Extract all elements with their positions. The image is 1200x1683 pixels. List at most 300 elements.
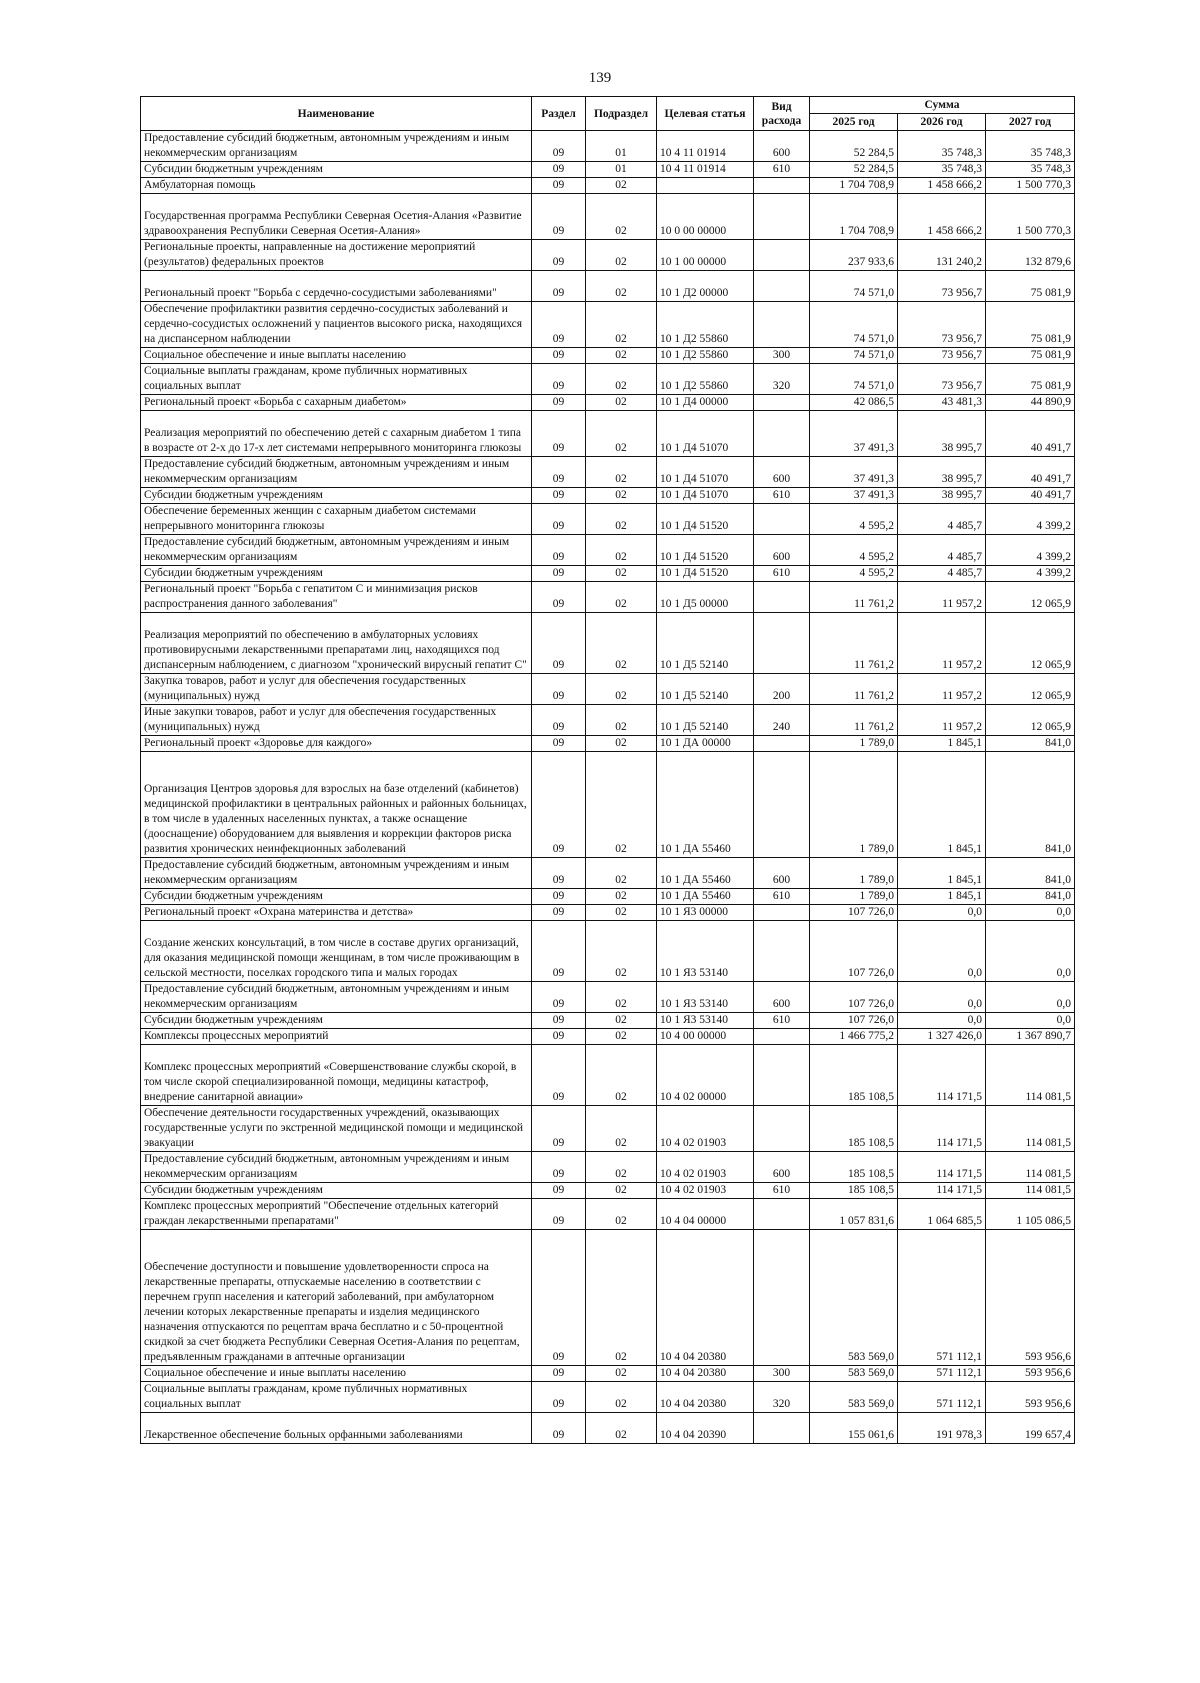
header-year-2027: 2027 год xyxy=(986,114,1075,131)
row-vid-cell: 300 xyxy=(754,1366,810,1382)
row-sum-2027-cell: 4 399,2 xyxy=(986,504,1075,535)
row-podrazdel-cell: 02 xyxy=(586,1230,657,1366)
row-sum-2025-cell: 11 761,2 xyxy=(810,582,898,613)
row-sum-2027-cell: 1 105 086,5 xyxy=(986,1199,1075,1230)
table-row xyxy=(141,457,1075,488)
row-sum-2026-cell: 73 956,7 xyxy=(898,364,986,395)
row-razdel-cell: 09 xyxy=(532,582,586,613)
row-sum-2027-cell: 40 491,7 xyxy=(986,411,1075,457)
row-vid-cell: 320 xyxy=(754,364,810,395)
row-podrazdel-cell: 02 xyxy=(586,395,657,411)
row-sum-2027-cell: 44 890,9 xyxy=(986,395,1075,411)
row-celevaya-cell: 10 1 Я3 53140 xyxy=(657,982,754,1013)
row-name-cell: Лекарственное обеспечение больных орфанными заболеваниями xyxy=(141,1413,532,1444)
row-sum-2025-cell: 74 571,0 xyxy=(810,302,898,348)
row-name-cell: Организация Центров здоровья для взрослых на базе отделений (кабинетов) медицинской профилактики в центральных районных и районных больницах, в том числе в удаленных населенных пунктах, а также оснащение (дооснащение) оборудованием для выявления и коррекции факторов риска развития хронических неинфекционных заболеваний xyxy=(141,752,532,858)
row-celevaya-cell: 10 4 04 00000 xyxy=(657,1199,754,1230)
row-razdel-cell: 09 xyxy=(532,131,586,162)
row-name-cell: Субсидии бюджетным учреждениям xyxy=(141,1013,532,1029)
row-sum-2027-cell: 0,0 xyxy=(986,905,1075,921)
row-name-cell: Предоставление субсидий бюджетным, автономным учреждениям и иным некоммерческим организациям xyxy=(141,858,532,889)
row-sum-2025-cell: 155 061,6 xyxy=(810,1413,898,1444)
row-sum-2025-cell: 11 761,2 xyxy=(810,674,898,705)
table-row xyxy=(141,162,1075,178)
row-razdel-cell: 09 xyxy=(532,982,586,1013)
row-vid-cell xyxy=(754,582,810,613)
row-razdel-cell: 09 xyxy=(532,178,586,194)
row-sum-2026-cell: 73 956,7 xyxy=(898,348,986,364)
row-vid-cell xyxy=(754,1199,810,1230)
row-celevaya-cell: 10 4 02 01903 xyxy=(657,1183,754,1199)
row-podrazdel-cell: 02 xyxy=(586,752,657,858)
row-name-cell: Обеспечение беременных женщин с сахарным диабетом системами непрерывного мониторинга глюкозы xyxy=(141,504,532,535)
table-row xyxy=(141,411,1075,457)
row-sum-2026-cell: 4 485,7 xyxy=(898,504,986,535)
table-row xyxy=(141,131,1075,162)
row-razdel-cell: 09 xyxy=(532,1366,586,1382)
table-row xyxy=(141,1183,1075,1199)
row-sum-2026-cell: 1 064 685,5 xyxy=(898,1199,986,1230)
row-sum-2026-cell: 38 995,7 xyxy=(898,488,986,504)
row-celevaya-cell: 10 1 Я3 53140 xyxy=(657,1013,754,1029)
row-sum-2025-cell: 1 704 708,9 xyxy=(810,178,898,194)
row-celevaya-cell: 10 4 04 20380 xyxy=(657,1382,754,1413)
row-celevaya-cell: 10 1 Д4 00000 xyxy=(657,395,754,411)
row-vid-cell xyxy=(754,395,810,411)
row-sum-2026-cell: 114 171,5 xyxy=(898,1152,986,1183)
row-sum-2026-cell: 571 112,1 xyxy=(898,1366,986,1382)
row-podrazdel-cell: 02 xyxy=(586,1045,657,1106)
row-vid-cell xyxy=(754,194,810,240)
row-podrazdel-cell: 02 xyxy=(586,240,657,271)
row-vid-cell: 600 xyxy=(754,982,810,1013)
row-sum-2025-cell: 37 491,3 xyxy=(810,488,898,504)
row-sum-2027-cell: 75 081,9 xyxy=(986,271,1075,302)
row-name-cell: Субсидии бюджетным учреждениям xyxy=(141,162,532,178)
row-sum-2025-cell: 185 108,5 xyxy=(810,1045,898,1106)
row-podrazdel-cell: 02 xyxy=(586,566,657,582)
row-sum-2027-cell: 841,0 xyxy=(986,858,1075,889)
row-razdel-cell: 09 xyxy=(532,1045,586,1106)
row-vid-cell xyxy=(754,271,810,302)
row-celevaya-cell: 10 0 00 00000 xyxy=(657,194,754,240)
row-name-cell: Предоставление субсидий бюджетным, автономным учреждениям и иным некоммерческим организациям xyxy=(141,457,532,488)
row-vid-cell: 200 xyxy=(754,674,810,705)
table-row xyxy=(141,271,1075,302)
row-razdel-cell: 09 xyxy=(532,736,586,752)
table-row xyxy=(141,1366,1075,1382)
table-row xyxy=(141,178,1075,194)
row-razdel-cell: 09 xyxy=(532,752,586,858)
row-podrazdel-cell: 02 xyxy=(586,705,657,736)
row-celevaya-cell: 10 1 ДА 00000 xyxy=(657,736,754,752)
row-name-cell: Субсидии бюджетным учреждениям xyxy=(141,889,532,905)
row-podrazdel-cell: 02 xyxy=(586,921,657,982)
page-number: 139 xyxy=(588,70,612,86)
row-podrazdel-cell: 02 xyxy=(586,582,657,613)
row-podrazdel-cell: 02 xyxy=(586,178,657,194)
row-name-cell: Субсидии бюджетным учреждениям xyxy=(141,488,532,504)
row-name-cell: Региональный проект "Борьба с гепатитом С и минимизация рисков распространения данного заболевания" xyxy=(141,582,532,613)
row-celevaya-cell: 10 1 Д2 00000 xyxy=(657,271,754,302)
row-vid-cell xyxy=(754,240,810,271)
row-sum-2025-cell: 107 726,0 xyxy=(810,982,898,1013)
row-sum-2026-cell: 73 956,7 xyxy=(898,302,986,348)
header-year-2026: 2026 год xyxy=(898,114,986,131)
header-summa: Сумма xyxy=(810,97,1075,114)
row-razdel-cell: 09 xyxy=(532,364,586,395)
row-razdel-cell: 09 xyxy=(532,411,586,457)
table-row xyxy=(141,752,1075,858)
row-podrazdel-cell: 02 xyxy=(586,1199,657,1230)
row-celevaya-cell: 10 1 ДА 55460 xyxy=(657,858,754,889)
row-podrazdel-cell: 02 xyxy=(586,1183,657,1199)
row-sum-2025-cell: 1 789,0 xyxy=(810,736,898,752)
row-celevaya-cell: 10 1 Д2 55860 xyxy=(657,348,754,364)
table-row xyxy=(141,1413,1075,1444)
table-row xyxy=(141,982,1075,1013)
row-sum-2025-cell: 107 726,0 xyxy=(810,1013,898,1029)
row-name-cell: Региональный проект «Охрана материнства и детства» xyxy=(141,905,532,921)
row-name-cell: Социальные выплаты гражданам, кроме публичных нормативных социальных выплат xyxy=(141,1382,532,1413)
row-sum-2026-cell: 0,0 xyxy=(898,982,986,1013)
row-podrazdel-cell: 01 xyxy=(586,162,657,178)
row-sum-2025-cell: 11 761,2 xyxy=(810,613,898,674)
row-razdel-cell: 09 xyxy=(532,1230,586,1366)
table-row xyxy=(141,1152,1075,1183)
row-celevaya-cell: 10 1 Д4 51070 xyxy=(657,457,754,488)
row-name-cell: Предоставление субсидий бюджетным, автономным учреждениям и иным некоммерческим организациям xyxy=(141,982,532,1013)
table-row xyxy=(141,504,1075,535)
row-name-cell: Обеспечение профилактики развития сердечно-сосудистых заболеваний и сердечно-сосудистых осложнений у пациентов высокого риска, находящихся на диспансерном наблюдении xyxy=(141,302,532,348)
row-celevaya-cell: 10 4 04 20380 xyxy=(657,1366,754,1382)
row-sum-2027-cell: 0,0 xyxy=(986,1013,1075,1029)
row-podrazdel-cell: 02 xyxy=(586,1013,657,1029)
row-celevaya-cell: 10 1 Д5 52140 xyxy=(657,613,754,674)
row-name-cell: Комплекс процессных мероприятий «Совершенствование службы скорой, в том числе скорой специализированной помощи, медицины катастроф, внедрение санитарной авиации» xyxy=(141,1045,532,1106)
row-sum-2026-cell: 4 485,7 xyxy=(898,566,986,582)
row-name-cell: Социальное обеспечение и иные выплаты населению xyxy=(141,1366,532,1382)
row-sum-2026-cell: 0,0 xyxy=(898,921,986,982)
row-celevaya-cell: 10 1 Я3 53140 xyxy=(657,921,754,982)
row-sum-2025-cell: 583 569,0 xyxy=(810,1382,898,1413)
row-sum-2026-cell: 4 485,7 xyxy=(898,535,986,566)
row-sum-2025-cell: 4 595,2 xyxy=(810,535,898,566)
row-sum-2027-cell: 114 081,5 xyxy=(986,1106,1075,1152)
row-name-cell: Обеспечение доступности и повышение удовлетворенности спроса на лекарственные препараты, отпускаемые населению в соответствии с перечнем групп населения и категорий заболеваний, при амбулаторном лечении которых лекарственные препараты и изделия медицинского назначения отпускаются по рецептам врача бесплатно и с 50-процентной скидкой за счет бюджета Республики Северная Осетия-Алания по рецептам, предъявленным гражданами в аптечные организации xyxy=(141,1230,532,1366)
table-row xyxy=(141,905,1075,921)
row-vid-cell: 600 xyxy=(754,457,810,488)
row-vid-cell: 610 xyxy=(754,488,810,504)
row-sum-2026-cell: 1 845,1 xyxy=(898,889,986,905)
row-sum-2025-cell: 1 789,0 xyxy=(810,752,898,858)
row-vid-cell xyxy=(754,411,810,457)
row-sum-2025-cell: 37 491,3 xyxy=(810,411,898,457)
row-razdel-cell: 09 xyxy=(532,240,586,271)
row-sum-2027-cell: 593 956,6 xyxy=(986,1366,1075,1382)
row-vid-cell xyxy=(754,921,810,982)
row-sum-2027-cell: 593 956,6 xyxy=(986,1382,1075,1413)
row-sum-2025-cell: 1 704 708,9 xyxy=(810,194,898,240)
row-sum-2027-cell: 1 367 890,7 xyxy=(986,1029,1075,1045)
row-vid-cell xyxy=(754,1029,810,1045)
row-name-cell: Предоставление субсидий бюджетным, автономным учреждениям и иным некоммерческим организациям xyxy=(141,1152,532,1183)
row-razdel-cell: 09 xyxy=(532,905,586,921)
row-razdel-cell: 09 xyxy=(532,858,586,889)
row-sum-2026-cell: 35 748,3 xyxy=(898,162,986,178)
row-name-cell: Социальные выплаты гражданам, кроме публичных нормативных социальных выплат xyxy=(141,364,532,395)
table-row xyxy=(141,348,1075,364)
row-sum-2027-cell: 132 879,6 xyxy=(986,240,1075,271)
row-celevaya-cell: 10 1 Д4 51070 xyxy=(657,488,754,504)
table-row xyxy=(141,674,1075,705)
row-vid-cell xyxy=(754,905,810,921)
row-sum-2025-cell: 4 595,2 xyxy=(810,504,898,535)
row-razdel-cell: 09 xyxy=(532,194,586,240)
row-sum-2026-cell: 43 481,3 xyxy=(898,395,986,411)
row-sum-2026-cell: 11 957,2 xyxy=(898,674,986,705)
row-razdel-cell: 09 xyxy=(532,1029,586,1045)
row-sum-2027-cell: 12 065,9 xyxy=(986,613,1075,674)
row-name-cell: Создание женских консультаций, в том числе в составе других организаций, для оказания медицинской помощи женщинам, в том числе проживающим в сельской местности, поселках городского типа и малых городах xyxy=(141,921,532,982)
row-sum-2025-cell: 237 933,6 xyxy=(810,240,898,271)
row-vid-cell xyxy=(754,1230,810,1366)
header-podrazdel: Подраздел xyxy=(586,97,657,131)
row-razdel-cell: 09 xyxy=(532,457,586,488)
row-sum-2027-cell: 4 399,2 xyxy=(986,566,1075,582)
row-sum-2025-cell: 42 086,5 xyxy=(810,395,898,411)
table-row xyxy=(141,1045,1075,1106)
row-sum-2026-cell: 11 957,2 xyxy=(898,582,986,613)
row-podrazdel-cell: 02 xyxy=(586,674,657,705)
row-podrazdel-cell: 01 xyxy=(586,131,657,162)
row-name-cell: Комплексы процессных мероприятий xyxy=(141,1029,532,1045)
row-podrazdel-cell: 02 xyxy=(586,1152,657,1183)
table-row xyxy=(141,566,1075,582)
row-vid-cell xyxy=(754,1045,810,1106)
row-razdel-cell: 09 xyxy=(532,1199,586,1230)
row-celevaya-cell: 10 1 Д5 52140 xyxy=(657,674,754,705)
row-celevaya-cell: 10 4 00 00000 xyxy=(657,1029,754,1045)
row-sum-2025-cell: 74 571,0 xyxy=(810,271,898,302)
row-celevaya-cell: 10 4 02 01903 xyxy=(657,1106,754,1152)
row-podrazdel-cell: 02 xyxy=(586,905,657,921)
row-celevaya-cell: 10 4 04 20380 xyxy=(657,1230,754,1366)
row-podrazdel-cell: 02 xyxy=(586,302,657,348)
row-vid-cell xyxy=(754,1413,810,1444)
row-sum-2026-cell: 0,0 xyxy=(898,905,986,921)
row-podrazdel-cell: 02 xyxy=(586,1029,657,1045)
table-row xyxy=(141,240,1075,271)
row-sum-2025-cell: 4 595,2 xyxy=(810,566,898,582)
row-name-cell: Региональный проект "Борьба с сердечно-сосудистыми заболеваниями" xyxy=(141,271,532,302)
row-razdel-cell: 09 xyxy=(532,162,586,178)
row-vid-cell xyxy=(754,504,810,535)
row-sum-2027-cell: 40 491,7 xyxy=(986,457,1075,488)
row-podrazdel-cell: 02 xyxy=(586,271,657,302)
row-sum-2026-cell: 114 171,5 xyxy=(898,1183,986,1199)
row-razdel-cell: 09 xyxy=(532,674,586,705)
row-razdel-cell: 09 xyxy=(532,1106,586,1152)
row-vid-cell: 610 xyxy=(754,889,810,905)
budget-table xyxy=(140,96,1075,1444)
table-row xyxy=(141,395,1075,411)
row-podrazdel-cell: 02 xyxy=(586,613,657,674)
row-vid-cell: 600 xyxy=(754,1152,810,1183)
row-razdel-cell: 09 xyxy=(532,613,586,674)
row-celevaya-cell: 10 1 Д5 00000 xyxy=(657,582,754,613)
row-celevaya-cell: 10 1 Д5 52140 xyxy=(657,705,754,736)
row-sum-2025-cell: 583 569,0 xyxy=(810,1230,898,1366)
row-sum-2026-cell: 1 845,1 xyxy=(898,736,986,752)
row-sum-2027-cell: 114 081,5 xyxy=(986,1152,1075,1183)
row-sum-2025-cell: 11 761,2 xyxy=(810,705,898,736)
row-vid-cell: 610 xyxy=(754,1013,810,1029)
row-name-cell: Социальное обеспечение и иные выплаты населению xyxy=(141,348,532,364)
row-vid-cell: 600 xyxy=(754,535,810,566)
row-sum-2027-cell: 75 081,9 xyxy=(986,302,1075,348)
row-vid-cell: 600 xyxy=(754,131,810,162)
row-podrazdel-cell: 02 xyxy=(586,194,657,240)
row-vid-cell xyxy=(754,736,810,752)
row-vid-cell xyxy=(754,613,810,674)
row-sum-2025-cell: 1 789,0 xyxy=(810,858,898,889)
row-sum-2025-cell: 583 569,0 xyxy=(810,1366,898,1382)
row-celevaya-cell: 10 4 11 01914 xyxy=(657,162,754,178)
row-razdel-cell: 09 xyxy=(532,504,586,535)
row-sum-2027-cell: 1 500 770,3 xyxy=(986,194,1075,240)
row-podrazdel-cell: 02 xyxy=(586,982,657,1013)
row-sum-2026-cell: 1 845,1 xyxy=(898,752,986,858)
table-row xyxy=(141,488,1075,504)
row-celevaya-cell: 10 1 00 00000 xyxy=(657,240,754,271)
table-row xyxy=(141,582,1075,613)
row-sum-2026-cell: 571 112,1 xyxy=(898,1382,986,1413)
row-sum-2025-cell: 1 057 831,6 xyxy=(810,1199,898,1230)
row-sum-2027-cell: 12 065,9 xyxy=(986,674,1075,705)
row-sum-2027-cell: 114 081,5 xyxy=(986,1183,1075,1199)
row-celevaya-cell: 10 1 Д2 55860 xyxy=(657,302,754,348)
row-sum-2026-cell: 114 171,5 xyxy=(898,1106,986,1152)
row-name-cell: Иные закупки товаров, работ и услуг для обеспечения государственных (муниципальных) нужд xyxy=(141,705,532,736)
row-celevaya-cell: 10 1 Д4 51070 xyxy=(657,411,754,457)
row-podrazdel-cell: 02 xyxy=(586,889,657,905)
row-vid-cell: 610 xyxy=(754,162,810,178)
table-row xyxy=(141,889,1075,905)
table-row xyxy=(141,1199,1075,1230)
row-sum-2027-cell: 12 065,9 xyxy=(986,582,1075,613)
row-sum-2026-cell: 11 957,2 xyxy=(898,613,986,674)
table-row xyxy=(141,858,1075,889)
row-sum-2025-cell: 107 726,0 xyxy=(810,921,898,982)
row-celevaya-cell: 10 1 Д4 51520 xyxy=(657,566,754,582)
table-row xyxy=(141,1106,1075,1152)
row-sum-2027-cell: 199 657,4 xyxy=(986,1413,1075,1444)
row-sum-2025-cell: 74 571,0 xyxy=(810,348,898,364)
row-sum-2026-cell: 131 240,2 xyxy=(898,240,986,271)
row-podrazdel-cell: 02 xyxy=(586,457,657,488)
row-sum-2025-cell: 1 789,0 xyxy=(810,889,898,905)
row-name-cell: Региональные проекты, направленные на достижение мероприятий (результатов) федеральных проектов xyxy=(141,240,532,271)
header-razdel: Раздел xyxy=(532,97,586,131)
row-sum-2027-cell: 593 956,6 xyxy=(986,1230,1075,1366)
row-sum-2026-cell: 1 845,1 xyxy=(898,858,986,889)
row-razdel-cell: 09 xyxy=(532,535,586,566)
row-podrazdel-cell: 02 xyxy=(586,504,657,535)
row-sum-2025-cell: 37 491,3 xyxy=(810,457,898,488)
row-podrazdel-cell: 02 xyxy=(586,736,657,752)
row-sum-2027-cell: 0,0 xyxy=(986,921,1075,982)
row-podrazdel-cell: 02 xyxy=(586,348,657,364)
row-name-cell: Обеспечение деятельности государственных учреждений, оказывающих государственные услуги по экстренной медицинской помощи и медицинской эвакуации xyxy=(141,1106,532,1152)
row-sum-2027-cell: 75 081,9 xyxy=(986,348,1075,364)
row-vid-cell: 610 xyxy=(754,566,810,582)
row-name-cell: Комплекс процессных мероприятий "Обеспечение отдельных категорий граждан лекарственными препаратами" xyxy=(141,1199,532,1230)
row-razdel-cell: 09 xyxy=(532,1152,586,1183)
header-vid: Вид расхода xyxy=(754,97,810,131)
row-sum-2027-cell: 75 081,9 xyxy=(986,364,1075,395)
row-sum-2026-cell: 0,0 xyxy=(898,1013,986,1029)
row-sum-2025-cell: 52 284,5 xyxy=(810,162,898,178)
table-row xyxy=(141,613,1075,674)
row-razdel-cell: 09 xyxy=(532,1183,586,1199)
row-sum-2025-cell: 185 108,5 xyxy=(810,1106,898,1152)
row-sum-2027-cell: 0,0 xyxy=(986,982,1075,1013)
header-year-2025: 2025 год xyxy=(810,114,898,131)
row-razdel-cell: 09 xyxy=(532,348,586,364)
row-vid-cell xyxy=(754,1106,810,1152)
row-sum-2027-cell: 40 491,7 xyxy=(986,488,1075,504)
row-celevaya-cell: 10 1 Д4 51520 xyxy=(657,535,754,566)
row-celevaya-cell: 10 1 Д4 51520 xyxy=(657,504,754,535)
table-row xyxy=(141,302,1075,348)
row-sum-2027-cell: 12 065,9 xyxy=(986,705,1075,736)
row-sum-2026-cell: 38 995,7 xyxy=(898,457,986,488)
row-razdel-cell: 09 xyxy=(532,705,586,736)
row-vid-cell: 600 xyxy=(754,858,810,889)
row-celevaya-cell: 10 4 02 01903 xyxy=(657,1152,754,1183)
row-name-cell: Субсидии бюджетным учреждениям xyxy=(141,1183,532,1199)
row-razdel-cell: 09 xyxy=(532,488,586,504)
row-sum-2027-cell: 35 748,3 xyxy=(986,131,1075,162)
row-name-cell: Предоставление субсидий бюджетным, автономным учреждениям и иным некоммерческим организациям xyxy=(141,131,532,162)
row-sum-2025-cell: 52 284,5 xyxy=(810,131,898,162)
table-row xyxy=(141,364,1075,395)
row-name-cell: Закупка товаров, работ и услуг для обеспечения государственных (муниципальных) нужд xyxy=(141,674,532,705)
row-sum-2026-cell: 571 112,1 xyxy=(898,1230,986,1366)
row-vid-cell xyxy=(754,302,810,348)
row-vid-cell: 240 xyxy=(754,705,810,736)
row-sum-2027-cell: 4 399,2 xyxy=(986,535,1075,566)
row-razdel-cell: 09 xyxy=(532,1413,586,1444)
row-celevaya-cell: 10 4 02 00000 xyxy=(657,1045,754,1106)
row-sum-2026-cell: 1 327 426,0 xyxy=(898,1029,986,1045)
row-celevaya-cell: 10 1 Я3 00000 xyxy=(657,905,754,921)
row-name-cell: Субсидии бюджетным учреждениям xyxy=(141,566,532,582)
row-vid-cell xyxy=(754,752,810,858)
row-celevaya-cell: 10 1 ДА 55460 xyxy=(657,752,754,858)
row-sum-2025-cell: 74 571,0 xyxy=(810,364,898,395)
row-podrazdel-cell: 02 xyxy=(586,1106,657,1152)
row-vid-cell: 300 xyxy=(754,348,810,364)
table-row xyxy=(141,921,1075,982)
table-row xyxy=(141,705,1075,736)
row-celevaya-cell xyxy=(657,178,754,194)
row-name-cell: Государственная программа Республики Северная Осетия-Алания «Развитие здравоохранения Республики Северная Осетия-Алания» xyxy=(141,194,532,240)
row-name-cell: Реализация мероприятий по обеспечению детей с сахарным диабетом 1 типа в возрасте от 2-х до 17-х лет системами непрерывного мониторинга глюкозы xyxy=(141,411,532,457)
row-sum-2026-cell: 38 995,7 xyxy=(898,411,986,457)
row-celevaya-cell: 10 1 Д2 55860 xyxy=(657,364,754,395)
